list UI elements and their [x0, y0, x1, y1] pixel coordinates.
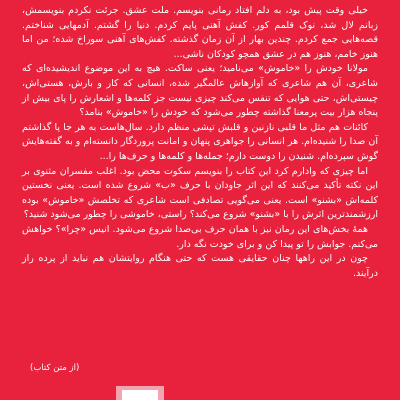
- barcode-label: [122, 390, 158, 400]
- paragraph-5: همهٔ بخش‌های این رمان نیز با همان حرف بی‌صدا شروع می‌شود. انیس «چرا»؟ خواهش می‌کنم. جوابش را تو پیدا کن و برای خودت نگه دار.: [22, 223, 378, 250]
- paragraph-1: خیلی وقت پیش بود، به دلم افتاد رمانی بنویسم. ملت عشق. جرئت نکردم بنویسمش، زبانم لال شد، نوک قلمم کور. کفش آهنی پایم کردم. دنیا را گشتم. آدمهایی شناختم. قصه‌هایی جمع کردم. چندین بهار از آن زمان گذشته. کفش‌های آهنی سوراخ شده؛ من اما هنوز خامم، هنوز هم در عشق همچو کودکان ناشی...: [22, 5, 378, 60]
- blurb-text: [22, 4, 378, 281]
- paragraph-6: چون در این راهها چنان حقایقی هست که حتی هنگام روایتشان هم نباید از پرده راز درآیند.: [22, 253, 378, 279]
- barcode-area: [116, 386, 164, 400]
- paragraph-2: مولانا خودش را «خاموش» می‌نامید؛ یعنی ساکت. هیچ به این موضوع اندیشیده‌ای که شاعری، آن هم شاعری که آوازهاش عالمگیر شده، انسانی که کار و بارش، هستی‌اش، چیستی‌اش، حتی هوایی که تنفس می‌کند چیزی نیست جز کلمه‌ها و اشعارش را پای بیش از پنجاه هزار بیت پرمعنا گذاشته چطور می‌شود که خودش را «خاموش» بنامد؟: [22, 63, 378, 119]
- paragraph-4: اما چیزی که وادارم کرد این کتاب را بنویسم سکوت محض بود. اغلب مفسران مثنوی بر این نکته تأکید می‌کنند که این اثر جاودان با حرف «ب» شروع شده است. یعنی نخستین کلمه‌اش «بشنو» است. یعنی می‌گویی تصادفی است شاعری که تخلصش «خاموش» بوده ارزشمندترین اثرش را با «بشنو» شروع می‌کند؟ راستی، خاموشی را چطور می‌شود شنید؟: [22, 165, 378, 221]
- source-note: (از متن کتاب): [30, 363, 80, 373]
- paragraph-3: کائنات هم مثل ما قلبی نازنین و قلبش تپشی منظم دارد. سال‌هاست به هر جا پا گذاشتم آن صدا را شنیده‌ام. هر انسانی را جواهری پنهان و امانت پروردگار دانسته‌ام و به گفته‌هایش گوش سپرده‌ام. شنیدن را دوست دارم؛ جمله‌ها و کلمه‌ها و حرف‌ها را...: [22, 121, 378, 162]
